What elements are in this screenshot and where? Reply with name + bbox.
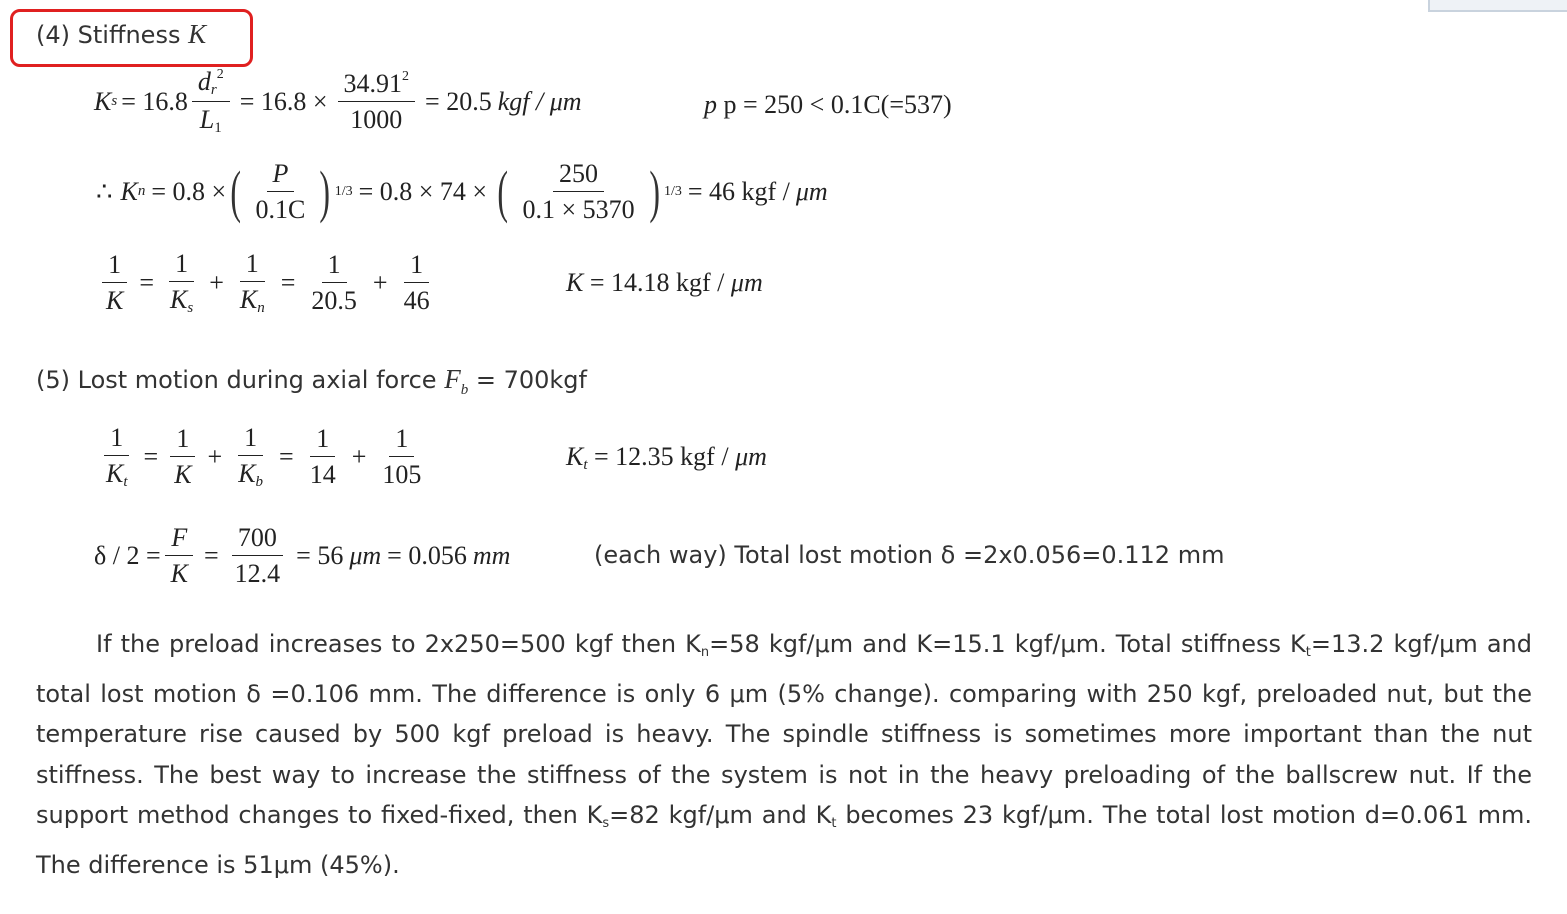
equation-kt: $\frac{1}{K_t}$ = $\frac{1}{K}$ + $\frac{1}{K_b}$ = $\frac{1}{14}$ + $\frac{1}{105}$ [106,423,422,491]
k-result: K = 14.18 kgf / μm [566,268,763,297]
highlight-annotation [10,9,253,67]
section-4-label: (4) Stiffness [36,21,181,49]
section-5-heading: (5) Lost motion during axial force $F_b = 700kgf$ [36,364,587,398]
fraction-3491-1000: $\frac{34.91^2}{1000}$ [338,68,416,135]
kt-result: $K_t = 12.35$ kgf / μm [566,442,767,473]
equation-k-total: $\frac{1}{K}$ = $\frac{1}{K_s}$ + $\frac{1}{K_n}$ = $\frac{1}{20.5}$ + $\frac{1}{46}$ [96,248,440,317]
equation-delta: δ / 2 = $\frac{F}{K}$ = $\frac{700}{12.4}$ = 56 μm = 0.056 mm [94,523,511,589]
preload-note: p p = 250 < 0.1C(=537) [704,90,952,119]
corner-panel-edge [1428,0,1567,12]
fraction-250-5370: $\frac{250}{0.1 \times 5370}$ [522,159,635,225]
lost-motion-note: (each way) Total lost motion δ =2x0.056=0.112 mm [594,541,1225,569]
fraction-dr-l1: $\frac{d_r^2}{L_1}$ [192,66,230,137]
fraction-p-01c: $\frac{P}{0.1C}$ [255,159,306,225]
equation-ks: K s = 16.8 $\frac{d_r^2}{L_1}$ = 16.8 × $\frac{34.91^2}{1000}$ = 20.5 kgf / μm [94,67,582,136]
explanation-paragraph: If the preload increases to 2x250=500 kgf then $K_n=58$ kgf/μm and K=15.1 kgf/μm. Total stiffness $K_t=13.2$ kgf/μm and total lost motion δ =0.106 mm. The difference is only 6 μm (5% change). comparing with 250 kgf, preloaded nut, but the temperature rise caused by 500 kgf preload is heavy. The spindle stiffness is sometimes more important than the nut stiffness. The best way to increase the stiffness of the system is not in the heavy preloading of the ballscrew nut. If the support method changes to fixed-fixed, then $K_s=82$ kgf/μm and $K_t$ becomes 23 kgf/μm. The total lost motion d=0.061 mm. The difference is 51μm (45%). [36,630,1533,879]
equation-kn: ∴ K n = 0.8 × ( $\frac{P}{0.1C}$ ) 1/3 = 0.8 × 74 × ( $\frac{250}{0.1 \times 5370}$ ) 1/3 = 46 kgf / μm [96,158,828,225]
section-4-var: K [188,19,207,49]
